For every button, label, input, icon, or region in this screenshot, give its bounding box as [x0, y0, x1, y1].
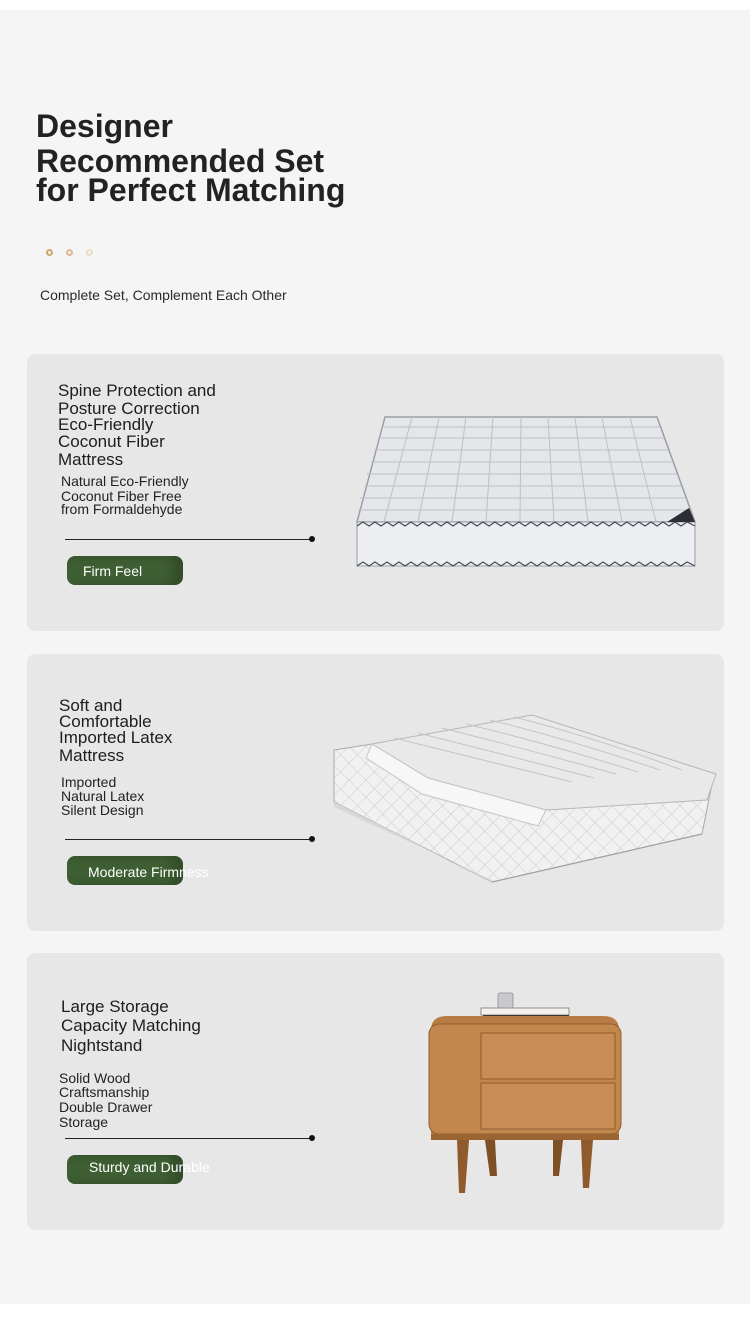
product-card-coconut-mattress[interactable]: [27, 354, 724, 631]
title-line: Spine Protection and: [58, 381, 216, 400]
feature-badge-label: Moderate Firmness: [88, 864, 209, 880]
title-line: Mattress: [59, 746, 125, 765]
desc-line: Imported: [61, 774, 117, 790]
desc-line: Craftsmanship: [59, 1084, 150, 1100]
desc-line: Storage: [59, 1114, 109, 1130]
desc-line: Silent Design: [61, 802, 144, 818]
dot-icon: [66, 249, 73, 256]
title-line: Mattress: [58, 450, 124, 469]
desc-line: Natural Eco-Friendly: [61, 473, 189, 489]
product-title: [58, 382, 216, 467]
dot-icon: [86, 249, 93, 256]
title-line-1: Designer: [36, 108, 173, 144]
desc-line: Solid Wood: [59, 1070, 131, 1086]
title-line: Posture Correction: [58, 399, 200, 418]
feature-badge-label: Sturdy and Durable: [89, 1159, 210, 1175]
product-description: [59, 1071, 152, 1129]
desc-line: Natural Latex: [61, 788, 145, 804]
latex-mattress-image: [332, 712, 717, 887]
title-line: Capacity Matching: [61, 1016, 201, 1035]
dot-icon: [46, 249, 53, 256]
title-line: Coconut Fiber: [58, 432, 165, 451]
title-line: Imported Latex: [59, 728, 173, 747]
title-line-3: for Perfect Matching: [36, 172, 346, 208]
coconut-fiber-mattress-image: [355, 414, 700, 574]
decorative-dots: [46, 249, 93, 256]
desc-line: Coconut Fiber Free: [61, 488, 182, 504]
product-card-nightstand[interactable]: [27, 953, 724, 1230]
product-title: [61, 998, 201, 1056]
title-line: Eco-Friendly: [58, 415, 154, 434]
desc-line: Double Drawer: [59, 1099, 153, 1115]
title-line-2: Recommended Set: [36, 143, 325, 179]
divider-line: [65, 539, 312, 540]
divider-line: [65, 839, 312, 840]
page-title: [36, 108, 366, 208]
desc-line: from Formaldehyde: [61, 501, 183, 517]
title-line: Large Storage: [61, 997, 169, 1016]
feature-badge-label: Firm Feel: [83, 563, 143, 579]
title-line: Nightstand: [61, 1036, 143, 1055]
nightstand-image: [425, 988, 625, 1203]
product-title: [59, 698, 172, 765]
product-card-latex-mattress[interactable]: [27, 654, 724, 931]
product-description: [61, 775, 144, 817]
product-description: [61, 473, 189, 516]
page-subtitle: Complete Set, Complement Each Other: [40, 287, 287, 303]
divider-line: [65, 1138, 312, 1139]
title-line: Soft and: [59, 696, 123, 715]
title-line: Comfortable: [59, 712, 152, 731]
